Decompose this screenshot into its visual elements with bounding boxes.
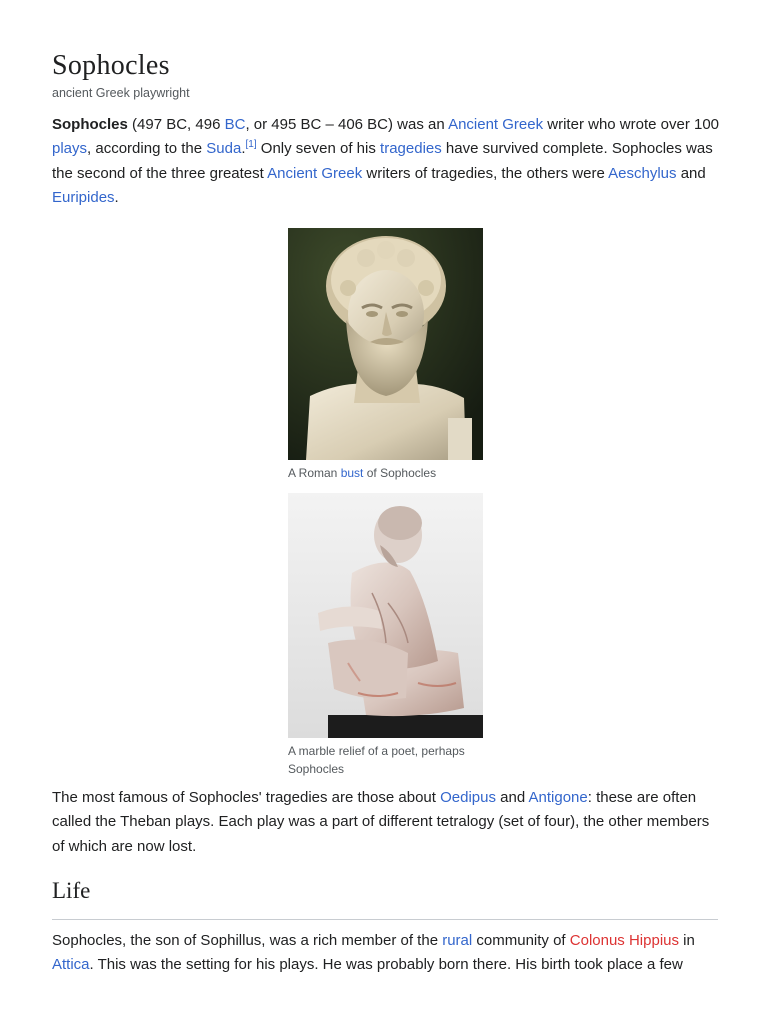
link-bc[interactable]: BC — [224, 116, 246, 133]
link-attica[interactable]: Attica — [52, 956, 90, 974]
bust-caption: A Roman bust of Sophocles — [288, 466, 437, 480]
link-plays[interactable]: plays — [52, 140, 88, 158]
subject-name: Sophocles — [52, 116, 128, 133]
relief-image[interactable] — [288, 493, 483, 738]
link-rural[interactable]: rural — [442, 932, 473, 949]
page-title: Sophocles — [52, 50, 170, 81]
link-euripides[interactable]: Euripides — [52, 189, 115, 207]
figure-bust — [288, 228, 484, 482]
relief-caption: A marble relief of a poet, perhaps Sophocles — [288, 744, 465, 776]
famous-paragraph: The most famous of Sophocles' tragedies are those about Oedipus and Antigone: these are often called the Theban plays. Each play was a part of different tetralogy (set of four), the other members of which are now lost. — [52, 789, 710, 855]
link-colonus-hippius[interactable]: Colonus Hippius — [569, 932, 679, 949]
life-paragraph: Sophocles, the son of Sophillus, was a rich member of the rural community of Colonus Hippius in Attica. This was the setting for his plays. He was probably born there. His birth took place a few — [52, 932, 695, 974]
link-suda[interactable]: Suda — [206, 140, 242, 158]
link-oedipus[interactable]: Oedipus — [440, 789, 496, 806]
link-ancient-greek[interactable]: Ancient Greek — [448, 116, 544, 133]
link-ancient-greek-2[interactable]: Ancient Greek — [267, 164, 363, 182]
link-antigone[interactable]: Antigone — [528, 789, 588, 806]
figure-relief — [288, 493, 484, 778]
link-tragedies[interactable]: tragedies — [380, 140, 442, 158]
page-subtitle: ancient Greek playwright — [52, 86, 190, 100]
section-title: Life — [52, 878, 91, 903]
section-heading-life — [52, 876, 718, 920]
link-aeschylus[interactable]: Aeschylus — [608, 164, 677, 182]
bust-image[interactable] — [288, 228, 483, 460]
reference-link[interactable]: [1] — [245, 139, 257, 151]
link-bust[interactable]: bust — [340, 466, 364, 480]
intro-paragraph: Sophocles (497 BC, 496 BC, or 495 BC – 406 BC) was an Ancient Greek writer who wrote over 100 plays, according to the Suda.[1] Only seven of his tragedies have survived complete. Sophocles was the second of the three greatest Ancient Greek writers of tragedies, the others were Aeschylus and Euripides. — [52, 116, 720, 207]
